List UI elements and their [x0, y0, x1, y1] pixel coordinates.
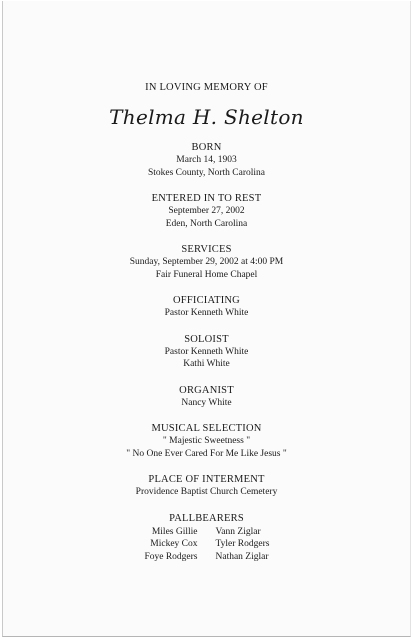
song-title: " No One Ever Cared For Me Like Jesus " — [126, 448, 287, 459]
pallbearer-name: Miles Gillie — [151, 526, 198, 537]
musical-selection-heading: MUSICAL SELECTION — [151, 423, 262, 434]
interment-section — [3, 473, 410, 499]
pallbearers-section — [3, 512, 410, 564]
interment-heading: PLACE OF INTERMENT — [148, 474, 265, 485]
born-heading: BORN — [191, 142, 222, 153]
officiating-section — [3, 294, 410, 320]
death-date: September 27, 2002 — [168, 206, 245, 216]
officiating-heading: OFFICIATING — [173, 295, 240, 306]
pallbearer-name: Mickey Cox — [150, 539, 198, 549]
organist-section — [3, 384, 410, 410]
entered-rest-heading: ENTERED IN TO REST — [151, 193, 262, 204]
entered-rest-section — [3, 192, 410, 230]
deceased-name: Thelma H. Shelton — [109, 105, 304, 129]
organist-name: Nancy White — [181, 397, 232, 408]
pallbearers-heading: PALLBEARERS — [169, 512, 244, 524]
program-content — [3, 81, 410, 563]
organist-heading: ORGANIST — [179, 384, 234, 396]
pallbearer-name: Nathan Ziglar — [215, 551, 269, 562]
memory-line: IN LOVING MEMORY OF — [145, 82, 268, 93]
soloist-section — [3, 333, 410, 371]
death-place: Eden, North Carolina — [165, 218, 248, 229]
service-date: Sunday, September 29, 2002 at 4:00 PM — [129, 257, 284, 267]
soloist-heading: SOLOIST — [184, 333, 229, 345]
birth-date: March 14, 1903 — [176, 155, 237, 165]
soloist-name: Kathi White — [183, 359, 230, 369]
officiant-name: Pastor Kenneth White — [164, 308, 249, 318]
pallbearer-name: Vann Ziglar — [215, 526, 261, 537]
soloist-name: Pastor Kenneth White — [164, 346, 249, 357]
birth-place: Stokes County, North Carolina — [147, 167, 266, 178]
services-section — [3, 243, 410, 281]
musical-selection-section — [3, 422, 410, 460]
services-heading: SERVICES — [181, 244, 232, 255]
service-place: Fair Funeral Home Chapel — [155, 269, 258, 280]
pallbearer-name: Tyler Rodgers — [215, 539, 270, 549]
pallbearer-name: Foye Rodgers — [144, 551, 198, 562]
interment-place: Providence Baptist Church Cemetery — [135, 487, 278, 497]
born-section — [3, 141, 410, 179]
song-title: " Majestic Sweetness " — [162, 436, 251, 446]
program-page — [2, 1, 411, 637]
pallbearers-list — [3, 526, 410, 564]
